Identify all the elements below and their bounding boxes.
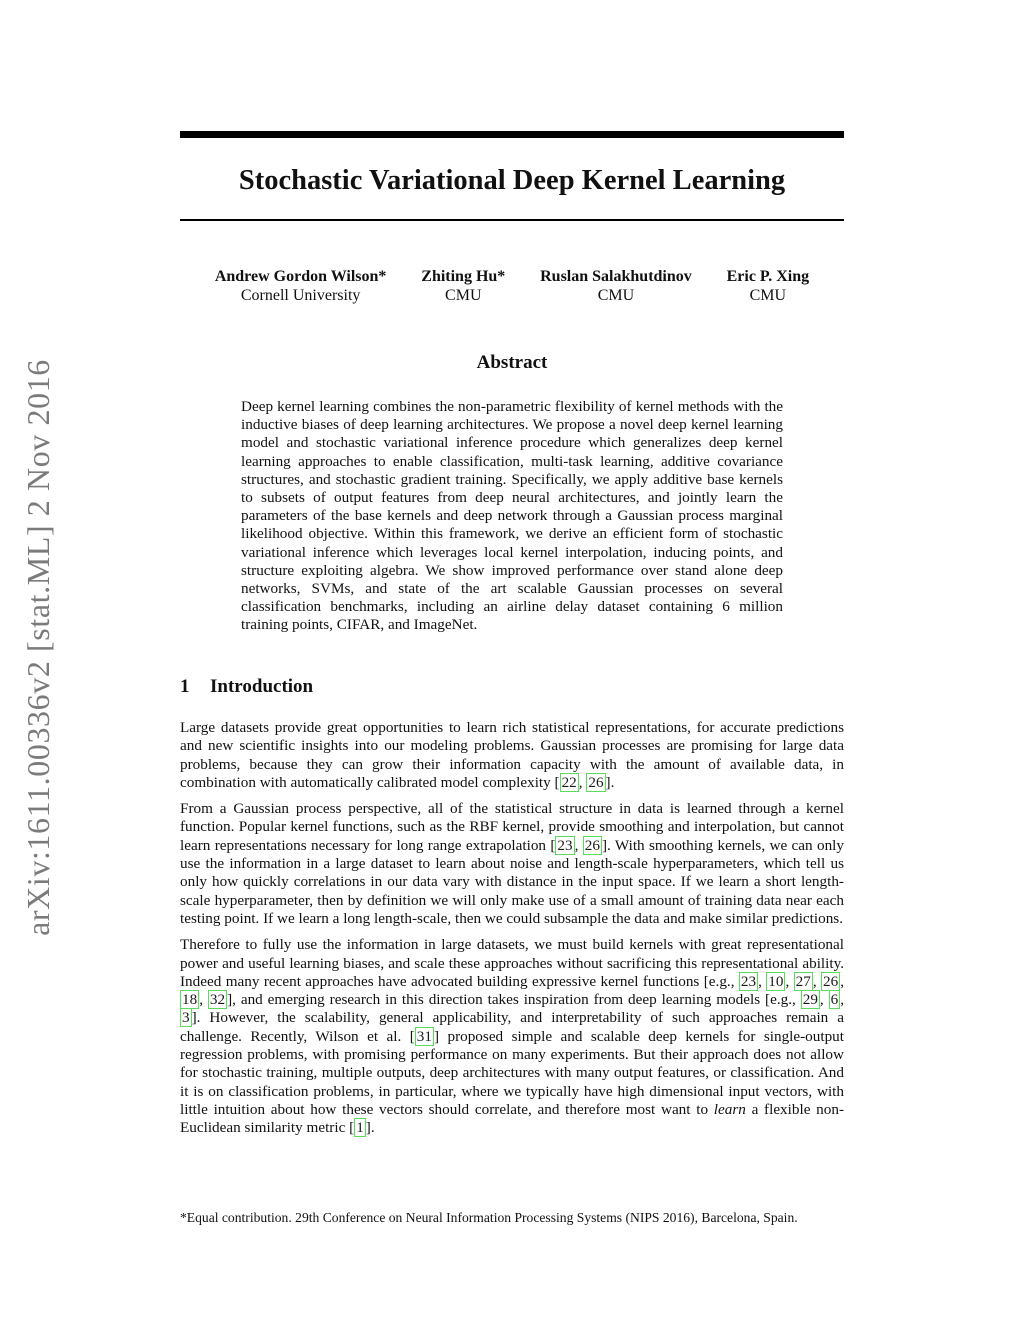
paragraph-3 [180, 936, 844, 1137]
author-4 [727, 267, 810, 305]
paragraph-text: ]. With smoothing kernels, we can only use the information in a large dataset to learn about noise and length-scale hyperparameters, which tell us only how quickly correlations in our data vary with distance in the input space. If we learn a short length-scale hyperparameter, then by definition we will only make use of a small amount of training data near each testing point. If we learn a long length-scale, then we could subsample the data and make similar predictions. [180, 836, 844, 927]
paragraph-text: ], and emerging research in this direction takes inspiration from deep learning models [e.g., [227, 991, 801, 1009]
paragraph-2 [180, 800, 844, 928]
paragraph-text: Therefore to fully use the information in large datasets, we must build kernels with great representational power and useful learning biases, and scale these approaches without sacrificing this representational ability. Indeed many recent approaches have advocated building expressive kernel functions [e.g., [180, 936, 844, 990]
citation-link[interactable]: 6 [830, 991, 839, 1009]
citation-link[interactable]: 18 [182, 991, 198, 1009]
citation-link[interactable]: 27 [795, 972, 811, 990]
author-1 [215, 267, 387, 305]
emphasized-word: learn [713, 1100, 746, 1118]
paragraph-text: Large datasets provide great opportunities to learn rich statistical representations, for accurate predictions and new scientific insights into our modeling problems. Gaussian processes are promising for large data problems, because they can grow their information capacity with the amount of available data, in combination with automatically calibrated model complexity [ [180, 719, 844, 791]
paragraph-text: ] proposed simple and scalable deep kernels for single-output regression problems, with promising performance on many experiments. But their approach does not allow for stochastic training, multiple outputs, deep architectures with many output features, or classification. And it is on classification problems, in particular, where we typically have high dimensional input vectors, with little intuition about how these vectors should correlate, and therefore most want to [180, 1027, 844, 1118]
paragraph-text: , [578, 773, 587, 791]
author-affiliation: CMU [445, 287, 482, 304]
title-rule-top [180, 131, 844, 138]
author-2 [421, 267, 505, 305]
author-3 [540, 267, 692, 305]
citation-link[interactable]: 26 [823, 972, 839, 990]
abstract-text: Deep kernel learning combines the non-parametric flexibility of kernel methods with the inductive biases of deep learning architectures. We propose a novel deep kernel learning model and stochastic variational inference procedure which generalizes deep kernel learning approaches to enable classification, multi-task learning, additive covariance structures, and stochastic gradient training. Specifically, we apply additive base kernels to subsets of output features from deep neural architectures, and jointly learn the parameters of the base kernels and deep network through a Gaussian process marginal likelihood objective. Within this framework, we derive an efficient form of stochastic variational inference which leverages local kernel interpolation, inducing points, and structure exploiting algebra. We show improved performance over stand alone deep networks, SVMs, and state of the art scalable Gaussian processes on several classification benchmarks, including an airline delay dataset containing 6 million training points, CIFAR, and ImageNet. [241, 398, 783, 634]
author-name: Ruslan Salakhutdinov [540, 268, 692, 285]
citation-link[interactable]: 22 [561, 773, 577, 791]
citation-link[interactable]: 29 [802, 991, 818, 1009]
paragraph-1 [180, 719, 844, 792]
paragraph-text: ]. [365, 1119, 375, 1137]
section-number: 1 [180, 676, 190, 697]
citation-link[interactable]: 23 [557, 836, 573, 854]
citation-link[interactable]: 1 [356, 1119, 364, 1137]
paragraph-text: , [574, 836, 583, 854]
section-title: Introduction [210, 676, 314, 697]
paragraph-text: ]. However, the scalability, general applicability, and interpretability of such approaches remain a challenge. Recently, Wilson et al. [ [180, 1009, 844, 1045]
footnote: *Equal contribution. 29th Conference on Neural Information Processing Systems (NIPS 2016), Barcelona, Spain. [180, 1210, 798, 1225]
author-block [180, 267, 844, 305]
author-affiliation: CMU [597, 287, 635, 304]
section-heading-introduction [180, 675, 313, 699]
citation-separator: , [785, 972, 794, 990]
author-name: Andrew Gordon Wilson* [214, 268, 387, 285]
author-name: Zhiting Hu* [421, 268, 506, 285]
paper-title: Stochastic Variational Deep Kernel Learning [238, 165, 786, 196]
paragraph-text: From a Gaussian process perspective, all of the statistical structure in data is learned through a kernel function. Popular kernel functions, such as the RBF kernel, provide smoothing and interpolation, but cannot learn representations necessary for long range extrapolation [ [180, 800, 844, 854]
citation-link[interactable]: 26 [588, 773, 604, 791]
citation-separator: , [840, 991, 844, 1009]
title-rule-bottom [180, 219, 844, 221]
arxiv-identifier: arXiv:1611.00336v2 [stat.ML] 2 Nov 2016 [19, 358, 56, 936]
paragraph-text: a flexible non-Euclidean similarity metric [ [180, 1100, 844, 1137]
author-name: Eric P. Xing [726, 268, 810, 285]
paragraph-text: ]. [605, 773, 615, 791]
citation-link[interactable]: 10 [768, 972, 784, 990]
citation-link[interactable]: 23 [740, 972, 757, 990]
author-affiliation: Cornell University [240, 287, 361, 304]
citation-separator: , [812, 972, 822, 990]
abstract-heading: Abstract [476, 352, 548, 373]
citation-separator: , [758, 972, 767, 990]
citation-link[interactable]: 31 [416, 1027, 432, 1045]
citation-separator: , [819, 991, 829, 1009]
citation-link[interactable]: 26 [584, 836, 600, 854]
arxiv-sidebar-stamp [10, 347, 66, 947]
author-affiliation: CMU [749, 287, 787, 304]
citation-link[interactable]: 32 [209, 991, 226, 1009]
citation-link[interactable]: 3 [182, 1009, 190, 1027]
citation-separator: , [199, 991, 208, 1009]
citation-separator: , [840, 972, 845, 990]
introduction-body [180, 719, 844, 1146]
